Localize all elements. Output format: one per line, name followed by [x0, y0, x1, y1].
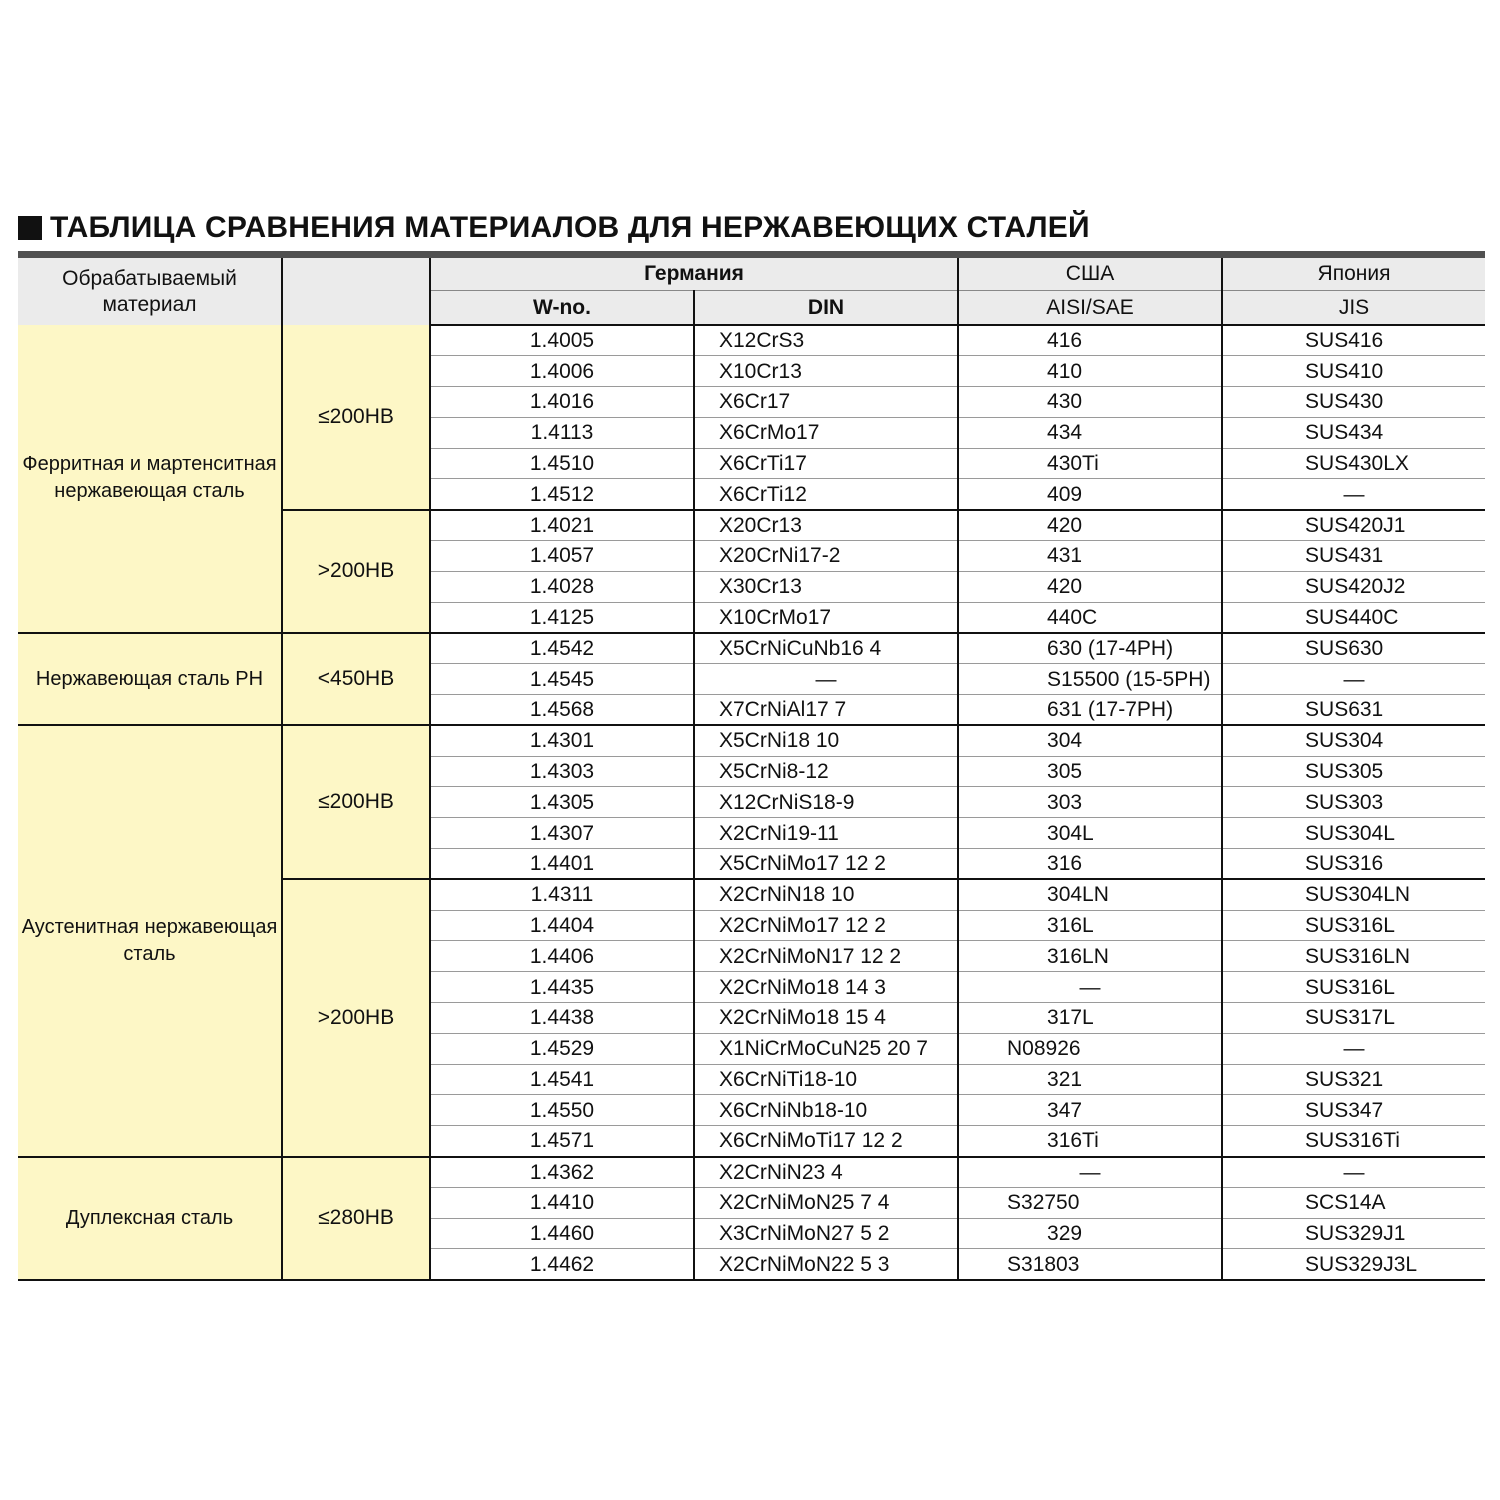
category-cell: Дуплексная сталь	[18, 1157, 282, 1280]
wno-cell: 1.4028	[430, 571, 694, 602]
jis-cell: SUS440C	[1222, 602, 1485, 633]
jis-cell: SUS316L	[1222, 972, 1485, 1003]
din-cell: X2CrNiN18 10	[694, 879, 958, 910]
header-din: DIN	[694, 291, 958, 326]
din-cell: X10CrMo17	[694, 602, 958, 633]
din-cell: X20Cr13	[694, 510, 958, 541]
wno-cell: 1.4541	[430, 1064, 694, 1095]
header-hardness	[282, 258, 430, 325]
jis-cell: SUS316LN	[1222, 941, 1485, 972]
wno-cell: 1.4550	[430, 1095, 694, 1126]
wno-cell: 1.4406	[430, 941, 694, 972]
din-cell: X2CrNiMoN25 7 4	[694, 1187, 958, 1218]
wno-cell: 1.4435	[430, 972, 694, 1003]
jis-cell: SUS434	[1222, 417, 1485, 448]
din-cell: X5CrNiMo17 12 2	[694, 849, 958, 880]
din-cell: X2CrNiMoN17 12 2	[694, 941, 958, 972]
jis-cell: SUS305	[1222, 756, 1485, 787]
wno-cell: 1.4125	[430, 602, 694, 633]
din-cell: X1NiCrMoCuN25 20 7	[694, 1033, 958, 1064]
din-cell: X6CrNiMoTi17 12 2	[694, 1126, 958, 1157]
jis-cell: SUS329J3L	[1222, 1249, 1485, 1280]
hardness-cell: ≤200HB	[282, 725, 430, 879]
aisi-cell: S31803	[958, 1249, 1222, 1280]
aisi-cell: 316L	[958, 910, 1222, 941]
din-cell: X2CrNiMo18 15 4	[694, 1003, 958, 1034]
aisi-cell: 410	[958, 356, 1222, 387]
hardness-cell: >200HB	[282, 510, 430, 633]
din-cell: X5CrNiCuNb16 4	[694, 633, 958, 664]
jis-cell: —	[1222, 664, 1485, 695]
table-row	[18, 325, 1485, 356]
header-japan: Япония	[1222, 258, 1485, 291]
din-cell: X7CrNiAl17 7	[694, 695, 958, 726]
table-body	[18, 325, 1485, 1280]
wno-cell: 1.4021	[430, 510, 694, 541]
header-usa: США	[958, 258, 1222, 291]
category-cell: Ферритная и мартенситная нержавеющая сталь	[18, 325, 282, 633]
aisi-cell: 630 (17-4PH)	[958, 633, 1222, 664]
jis-cell: SUS630	[1222, 633, 1485, 664]
din-cell: X30Cr13	[694, 571, 958, 602]
aisi-cell: 434	[958, 417, 1222, 448]
category-cell: Нержавеющая сталь PH	[18, 633, 282, 725]
jis-cell: SUS416	[1222, 325, 1485, 356]
header-jis: JIS	[1222, 291, 1485, 326]
jis-cell: SUS631	[1222, 695, 1485, 726]
wno-cell: 1.4016	[430, 387, 694, 418]
din-cell: X12CrS3	[694, 325, 958, 356]
wno-cell: 1.4303	[430, 756, 694, 787]
din-cell: X2CrNiN23 4	[694, 1157, 958, 1188]
jis-cell: SUS431	[1222, 541, 1485, 572]
hardness-cell: >200HB	[282, 879, 430, 1156]
wno-cell: 1.4307	[430, 818, 694, 849]
hardness-cell: ≤200HB	[282, 325, 430, 510]
hardness-cell: ≤280HB	[282, 1157, 430, 1280]
header-material: Обрабатываемый материал	[18, 258, 282, 325]
aisi-cell: S32750	[958, 1187, 1222, 1218]
wno-cell: 1.4571	[430, 1126, 694, 1157]
aisi-cell: 317L	[958, 1003, 1222, 1034]
aisi-cell: 321	[958, 1064, 1222, 1095]
table-row	[18, 1157, 1485, 1188]
header-aisi: AISI/SAE	[958, 291, 1222, 326]
wno-cell: 1.4568	[430, 695, 694, 726]
wno-cell: 1.4462	[430, 1249, 694, 1280]
wno-cell: 1.4438	[430, 1003, 694, 1034]
aisi-cell: 431	[958, 541, 1222, 572]
comparison-table	[18, 258, 1485, 1281]
aisi-cell: N08926	[958, 1033, 1222, 1064]
header-wno: W-no.	[430, 291, 694, 326]
din-cell: X5CrNi18 10	[694, 725, 958, 756]
aisi-cell: 440C	[958, 602, 1222, 633]
jis-cell: SUS304L	[1222, 818, 1485, 849]
aisi-cell: 316LN	[958, 941, 1222, 972]
jis-cell: SUS329J1	[1222, 1218, 1485, 1249]
jis-cell: SUS316	[1222, 849, 1485, 880]
wno-cell: 1.4545	[430, 664, 694, 695]
din-cell: X6CrNiNb18-10	[694, 1095, 958, 1126]
jis-cell: SUS316L	[1222, 910, 1485, 941]
jis-cell: SUS430LX	[1222, 448, 1485, 479]
aisi-cell: 316	[958, 849, 1222, 880]
jis-cell: SCS14A	[1222, 1187, 1485, 1218]
wno-cell: 1.4057	[430, 541, 694, 572]
din-cell: X3CrNiMoN27 5 2	[694, 1218, 958, 1249]
jis-cell: SUS316Ti	[1222, 1126, 1485, 1157]
wno-cell: 1.4512	[430, 479, 694, 510]
wno-cell: 1.4542	[430, 633, 694, 664]
din-cell: X2CrNiMo18 14 3	[694, 972, 958, 1003]
aisi-cell: 303	[958, 787, 1222, 818]
category-cell: Аустенитная нержавеющая сталь	[18, 725, 282, 1156]
aisi-cell: 420	[958, 571, 1222, 602]
din-cell: X6CrTi17	[694, 448, 958, 479]
page-title	[18, 206, 1090, 250]
title-rule	[18, 251, 1485, 258]
wno-cell: 1.4401	[430, 849, 694, 880]
jis-cell: —	[1222, 479, 1485, 510]
jis-cell: SUS430	[1222, 387, 1485, 418]
din-cell: X12CrNiS18-9	[694, 787, 958, 818]
aisi-cell: —	[958, 972, 1222, 1003]
jis-cell: SUS304LN	[1222, 879, 1485, 910]
table-row	[18, 725, 1485, 756]
aisi-cell: 304	[958, 725, 1222, 756]
title-text: ТАБЛИЦА СРАВНЕНИЯ МАТЕРИАЛОВ ДЛЯ НЕРЖАВЕЮЩИХ СТАЛЕЙ	[50, 211, 1090, 244]
wno-cell: 1.4362	[430, 1157, 694, 1188]
hardness-cell: <450HB	[282, 633, 430, 725]
aisi-cell: 420	[958, 510, 1222, 541]
aisi-cell: 430Ti	[958, 448, 1222, 479]
wno-cell: 1.4113	[430, 417, 694, 448]
jis-cell: SUS321	[1222, 1064, 1485, 1095]
wno-cell: 1.4529	[430, 1033, 694, 1064]
wno-cell: 1.4006	[430, 356, 694, 387]
wno-cell: 1.4410	[430, 1187, 694, 1218]
wno-cell: 1.4460	[430, 1218, 694, 1249]
jis-cell: SUS317L	[1222, 1003, 1485, 1034]
aisi-cell: 304LN	[958, 879, 1222, 910]
din-cell: X6CrTi12	[694, 479, 958, 510]
aisi-cell: —	[958, 1157, 1222, 1188]
din-cell: X2CrNiMoN22 5 3	[694, 1249, 958, 1280]
wno-cell: 1.4005	[430, 325, 694, 356]
aisi-cell: 409	[958, 479, 1222, 510]
aisi-cell: 430	[958, 387, 1222, 418]
aisi-cell: S15500 (15-5PH)	[958, 664, 1222, 695]
din-cell: X20CrNi17-2	[694, 541, 958, 572]
wno-cell: 1.4301	[430, 725, 694, 756]
jis-cell: —	[1222, 1157, 1485, 1188]
din-cell: X2CrNi19-11	[694, 818, 958, 849]
wno-cell: 1.4510	[430, 448, 694, 479]
jis-cell: —	[1222, 1033, 1485, 1064]
jis-cell: SUS420J1	[1222, 510, 1485, 541]
din-cell: X6CrNiTi18-10	[694, 1064, 958, 1095]
jis-cell: SUS410	[1222, 356, 1485, 387]
aisi-cell: 347	[958, 1095, 1222, 1126]
aisi-cell: 416	[958, 325, 1222, 356]
table-header	[18, 258, 1485, 325]
jis-cell: SUS304	[1222, 725, 1485, 756]
title-square-icon	[18, 216, 42, 240]
din-cell: —	[694, 664, 958, 695]
aisi-cell: 305	[958, 756, 1222, 787]
aisi-cell: 329	[958, 1218, 1222, 1249]
aisi-cell: 304L	[958, 818, 1222, 849]
jis-cell: SUS347	[1222, 1095, 1485, 1126]
din-cell: X2CrNiMo17 12 2	[694, 910, 958, 941]
wno-cell: 1.4311	[430, 879, 694, 910]
aisi-cell: 631 (17-7PH)	[958, 695, 1222, 726]
jis-cell: SUS303	[1222, 787, 1485, 818]
din-cell: X5CrNi8-12	[694, 756, 958, 787]
din-cell: X10Cr13	[694, 356, 958, 387]
din-cell: X6CrMo17	[694, 417, 958, 448]
wno-cell: 1.4404	[430, 910, 694, 941]
aisi-cell: 316Ti	[958, 1126, 1222, 1157]
header-germany: Германия	[430, 258, 958, 291]
table-row	[18, 633, 1485, 664]
wno-cell: 1.4305	[430, 787, 694, 818]
jis-cell: SUS420J2	[1222, 571, 1485, 602]
din-cell: X6Cr17	[694, 387, 958, 418]
